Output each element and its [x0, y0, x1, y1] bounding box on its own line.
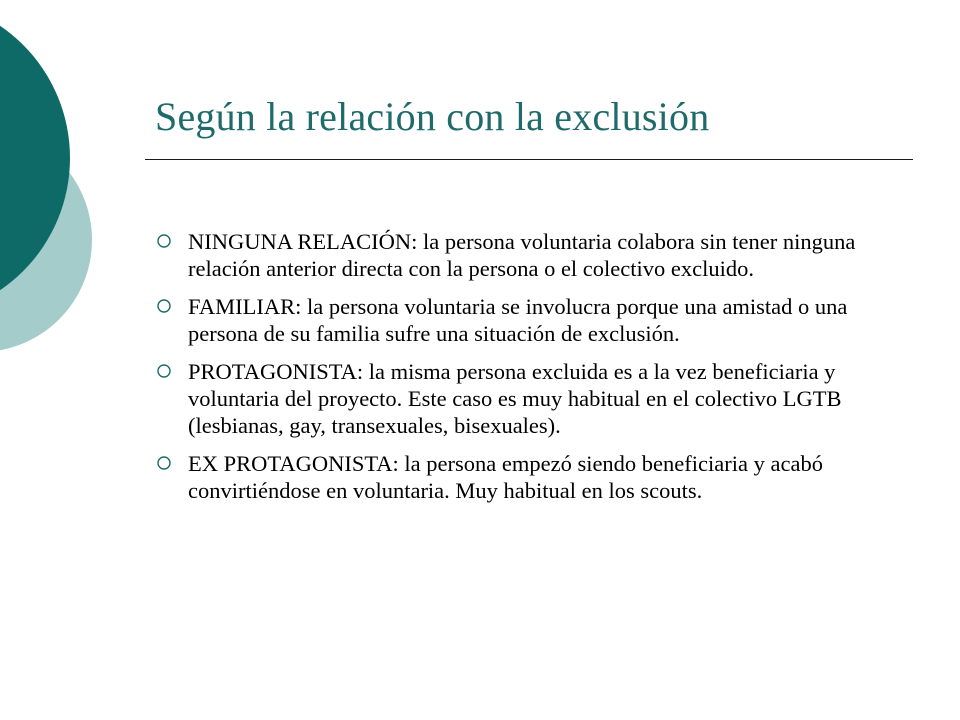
bullet-text: EX PROTAGONISTA: la persona empezó siendo beneficiaria y acabó convirtiéndose en voluntaria. Muy habitual en los scouts.	[188, 451, 823, 503]
bullet-list	[156, 228, 896, 515]
list-item	[156, 293, 896, 347]
decorative-circles	[0, 0, 120, 400]
ring-bullet-icon	[156, 298, 172, 314]
ring-bullet-icon	[156, 233, 172, 249]
title-divider	[145, 159, 913, 160]
list-item	[156, 358, 896, 439]
ring-bullet-icon	[156, 363, 172, 379]
slide-title: Según la relación con la exclusión	[155, 94, 710, 139]
bullet-text: PROTAGONISTA: la misma persona excluida es a la vez beneficiaria y voluntaria del proyecto. Este caso es muy habitual en el colectivo LGTB (lesbianas, gay, transexuales, bisexuales).	[188, 359, 842, 438]
list-item	[156, 450, 896, 504]
bullet-text: FAMILIAR: la persona voluntaria se involucra porque una amistad o una persona de su familia sufre una situación de exclusión.	[188, 294, 848, 346]
ring-bullet-icon	[156, 455, 172, 471]
bullet-text: NINGUNA RELACIÓN: la persona voluntaria colabora sin tener ninguna relación anterior directa con la persona o el colectivo excluido.	[188, 229, 856, 281]
list-item	[156, 228, 896, 282]
